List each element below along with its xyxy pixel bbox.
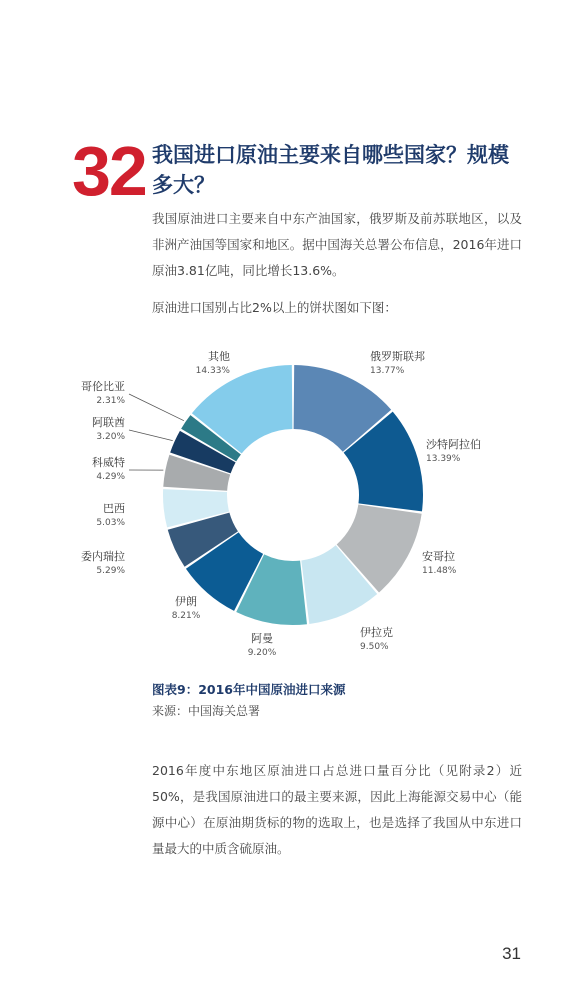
slice-label: 俄罗斯联邦: [370, 350, 425, 363]
slice-value-label: 13.77%: [370, 366, 405, 376]
slice-value-label: 2.31%: [96, 396, 125, 406]
slice-label: 委内瑞拉: [81, 550, 125, 563]
leader-line: [129, 394, 184, 421]
section-number: 32: [72, 132, 146, 210]
slice-label: 阿曼: [251, 632, 273, 645]
slice-label: 沙特阿拉伯: [426, 438, 481, 451]
slice-label: 伊拉克: [360, 626, 393, 639]
slice-label: 阿联酋: [92, 416, 125, 429]
leader-line: [129, 430, 173, 441]
slice-value-label: 11.48%: [422, 566, 457, 576]
slice-value-label: 9.50%: [360, 642, 389, 652]
slice-value-label: 9.20%: [247, 648, 277, 658]
slice-value-label: 13.39%: [426, 454, 461, 464]
page-number: 31: [502, 944, 521, 963]
slice-value-label: 4.29%: [96, 472, 125, 482]
outro-paragraph: 2016年度中东地区原油进口占总进口量百分比（见附录2）近50%，是我国原油进口的最主要来源，因此上海能源交易中心（能源中心）在原油期货标的物的选取上，也是选择了我国从中东进口量最大的中质含硫原油。: [152, 763, 522, 856]
slice-label: 其他: [208, 350, 230, 363]
slice-value-label: 5.29%: [96, 566, 125, 576]
intro-paragraph: 我国原油进口主要来自中东产油国家，俄罗斯及前苏联地区，以及非洲产油国等国家和地区。据中国海关总署公布信息，2016年进口原油3.81亿吨，同比增长13.6%。: [152, 211, 522, 278]
slice-value-label: 14.33%: [195, 366, 230, 376]
slice-label: 科威特: [92, 456, 125, 469]
question-title: 我国进口原油主要来自哪些国家？规模多大？: [152, 143, 509, 197]
slice-value-label: 5.03%: [96, 518, 125, 528]
chart-intro-text: 原油进口国别占比2%以上的饼状图如下图：: [152, 300, 397, 315]
slice-label: 安哥拉: [422, 550, 455, 563]
figure-title: 图表9：2016年中国原油进口来源: [152, 682, 346, 697]
figure-source: 来源：中国海关总署: [152, 704, 261, 718]
slice-label: 巴西: [103, 502, 125, 515]
slice-value-label: 8.21%: [171, 611, 201, 621]
slice-label: 伊朗: [175, 595, 197, 608]
slice-value-label: 3.20%: [96, 432, 125, 442]
slice-label: 哥伦比亚: [81, 380, 125, 393]
pie-chart: [0, 340, 571, 670]
